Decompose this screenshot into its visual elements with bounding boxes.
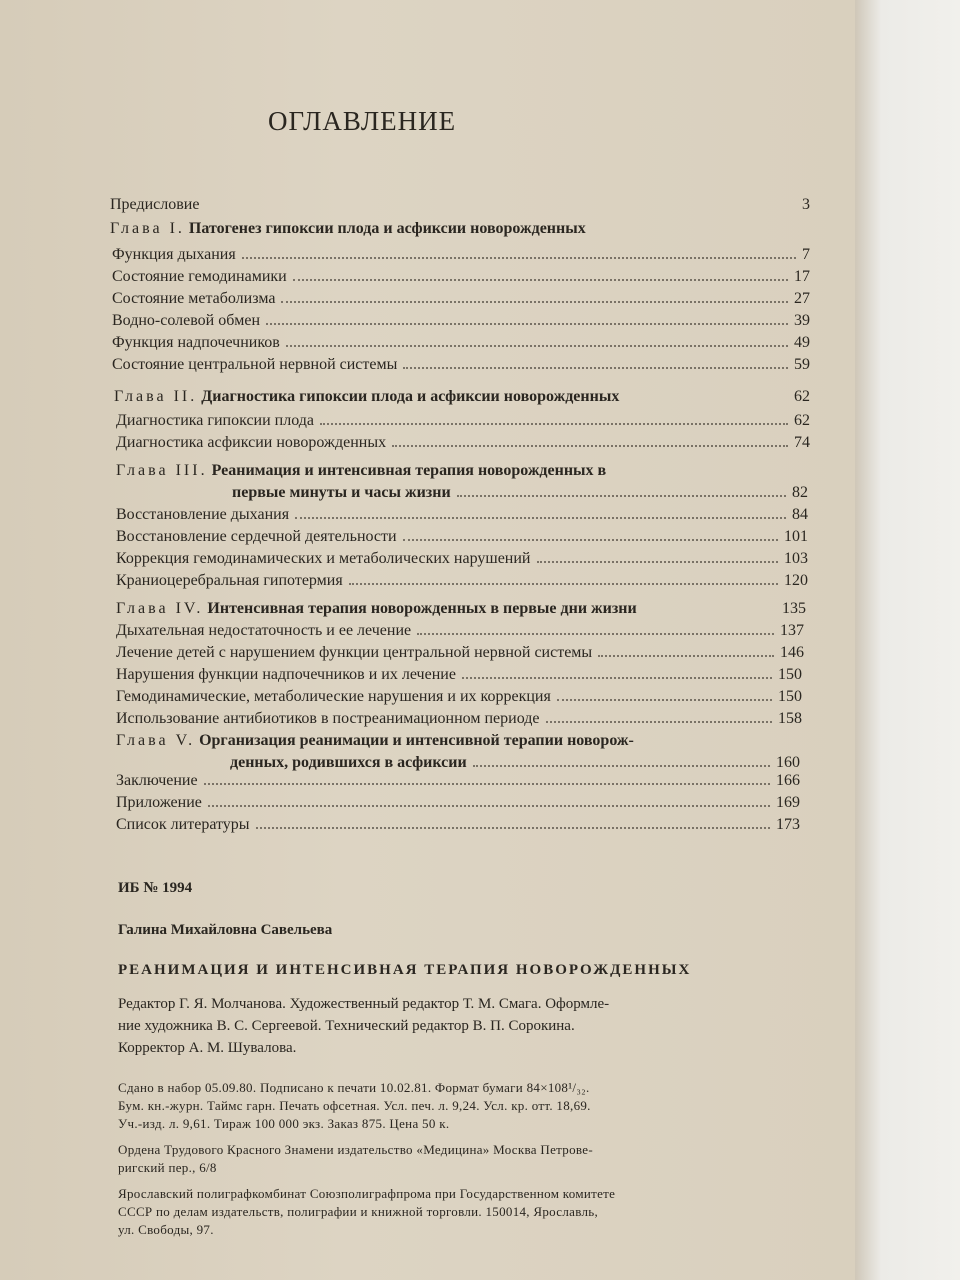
- author-name: Галина Михайловна Савельева: [118, 922, 333, 938]
- toc-entry: Функция дыхания 7: [112, 246, 810, 263]
- toc-entry: Гемодинамические, метаболические нарушения и их коррекция 150: [116, 688, 802, 705]
- chapter-heading: Глава I. Патогенез гипоксии плода и асфиксии новорожденных: [110, 220, 586, 237]
- toc-entry: Коррекция гемодинамических и метаболических нарушений 103: [116, 550, 808, 567]
- book-title: РЕАНИМАЦИЯ И ИНТЕНСИВНАЯ ТЕРАПИЯ НОВОРОЖДЕННЫХ: [118, 962, 692, 978]
- toc-entry: Список литературы 173: [116, 816, 800, 833]
- print-info-line: Уч.-изд. л. 9,61. Тираж 100 000 экз. Заказ 875. Цена 50 к.: [118, 1116, 450, 1131]
- ib-number: ИБ № 1994: [118, 880, 193, 896]
- chapter-heading: Глава III. Реанимация и интенсивная терапия новорожденных в: [116, 462, 607, 479]
- toc-entry: Предисловие 3: [110, 196, 810, 213]
- publisher-line: ригский пер., 6/8: [118, 1160, 217, 1175]
- publisher-line: Ордена Трудового Красного Знамени издательство «Медицина» Москва Петрове-: [118, 1142, 593, 1157]
- credits-line: Редактор Г. Я. Молчанова. Художественный редактор Т. М. Смага. Оформле-: [118, 996, 610, 1012]
- toc-entry: Лечение детей с нарушением функции центральной нервной системы 146: [116, 644, 804, 661]
- chapter-heading-cont: денных, родившихся в асфиксии 160: [230, 754, 800, 771]
- toc-entry: Использование антибиотиков в постреанимационном периоде 158: [116, 710, 802, 727]
- toc-entry: Состояние метаболизма 27: [112, 290, 810, 307]
- toc-entry: Диагностика гипоксии плода 62: [116, 412, 810, 429]
- chapter-heading: Глава IV. Интенсивная терапия новорожденных в первые дни жизни 135: [116, 600, 806, 617]
- printer-line: ул. Свободы, 97.: [118, 1222, 214, 1237]
- toc-entry: Дыхательная недостаточность и ее лечение 137: [116, 622, 804, 639]
- toc-entry: Приложение 169: [116, 794, 800, 811]
- toc-entry: Состояние гемодинамики 17: [112, 268, 810, 285]
- toc-entry: Нарушения функции надпочечников и их лечение 150: [116, 666, 802, 683]
- toc-entry: Функция надпочечников 49: [112, 334, 810, 351]
- print-info-line: Сдано в набор 05.09.80. Подписано к печати 10.02.81. Формат бумаги 84×108¹/₃₂.: [118, 1080, 590, 1095]
- credits-line: ние художника В. С. Сергеевой. Технический редактор В. П. Сорокина.: [118, 1018, 575, 1034]
- print-info-line: Бум. кн.-журн. Таймс гарн. Печать офсетная. Усл. печ. л. 9,24. Усл. кр. отт. 18,69.: [118, 1098, 591, 1113]
- credits-line: Корректор А. М. Шувалова.: [118, 1040, 297, 1056]
- page-edge-shadow: [855, 0, 960, 1280]
- toc-entry: Водно-солевой обмен 39: [112, 312, 810, 329]
- chapter-heading: Глава V. Организация реанимации и интенсивной терапии новорож-: [116, 732, 634, 749]
- toc-entry: Состояние центральной нервной системы 59: [112, 356, 810, 373]
- printer-line: Ярославский полиграфкомбинат Союзполиграфпрома при Государственном комитете: [118, 1186, 616, 1201]
- toc-entry: Восстановление дыхания 84: [116, 506, 808, 523]
- toc-entry: Диагностика асфиксии новорожденных 74: [116, 434, 810, 451]
- toc-entry: Краниоцеребральная гипотермия 120: [116, 572, 808, 589]
- printer-line: СССР по делам издательств, полиграфии и книжной торговли. 150014, Ярославль,: [118, 1204, 599, 1219]
- page-title: ОГЛАВЛЕНИЕ: [268, 106, 457, 136]
- chapter-heading-cont: первые минуты и часы жизни 82: [232, 484, 808, 501]
- chapter-heading: Глава II. Диагностика гипоксии плода и асфиксии новорожденных 62: [114, 388, 810, 405]
- toc-entry: Восстановление сердечной деятельности 101: [116, 528, 808, 545]
- toc-entry: Заключение 166: [116, 772, 800, 789]
